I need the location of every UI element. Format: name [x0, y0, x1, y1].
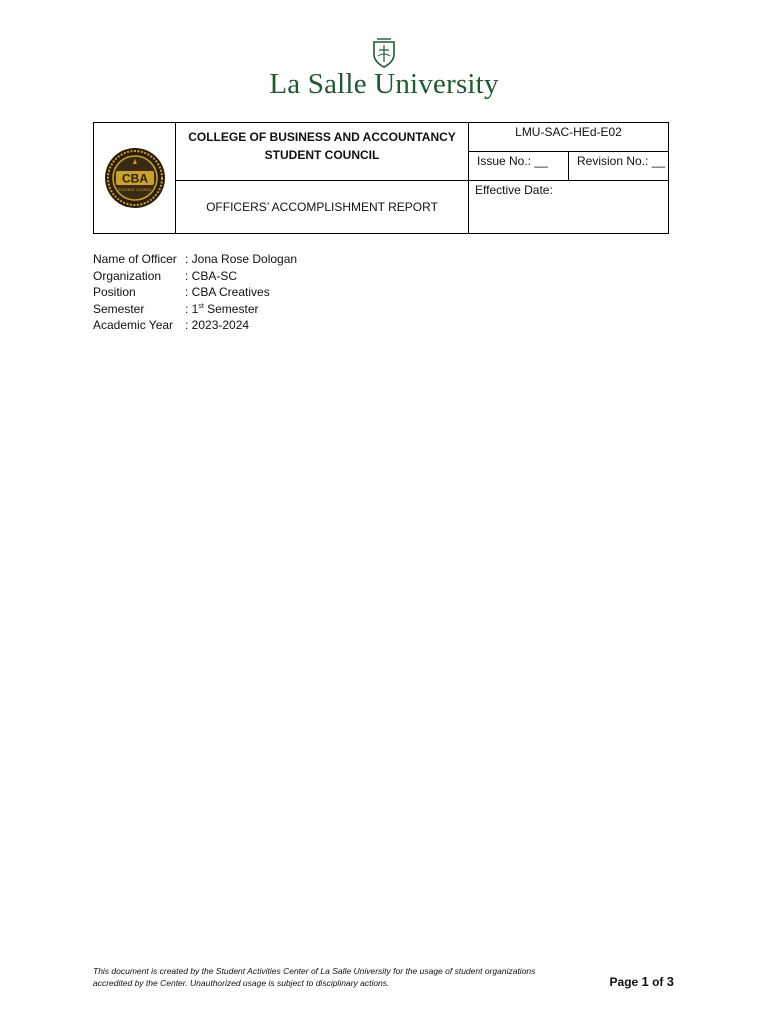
organization-label: Organization — [93, 268, 162, 283]
page-number — [610, 974, 674, 989]
seal-subtext: STUDENT COUNCIL — [117, 188, 152, 192]
semester-superscript: st — [198, 302, 204, 310]
organization-row — [93, 268, 297, 285]
officer-name-row — [93, 251, 297, 268]
college-line-2: STUDENT COUNCIL — [264, 148, 380, 162]
semester-label: Semester — [93, 301, 145, 316]
page-of: of — [648, 975, 667, 989]
page-current: 1 — [641, 974, 649, 989]
report-title-cell: OFFICERS’ ACCOMPLISHMENT REPORT — [176, 181, 469, 234]
doc-code-cell: LMU-SAC-HEd-E02 — [469, 123, 669, 152]
position-row — [93, 284, 297, 301]
footer-disclaimer: This document is created by the Student Activities Center of La Salle University for the usage of student organizations accredited by the Center. Unauthorized usage is subject to disciplinary actions. — [93, 966, 536, 988]
revision-no-cell: Revision No.: __ — [569, 152, 669, 181]
position-value: : CBA Creatives — [185, 285, 270, 299]
officer-info — [93, 251, 297, 334]
seal-cell — [94, 123, 176, 234]
university-logo — [0, 36, 768, 101]
page-word: Page — [609, 975, 642, 989]
university-crest-icon — [371, 36, 397, 70]
academic-year-value: : 2023-2024 — [185, 318, 250, 332]
document-header-table — [93, 122, 669, 234]
semester-row — [93, 301, 297, 318]
semester-prefix: : 1 — [185, 301, 199, 316]
seal-text: CBA — [121, 171, 148, 186]
position-label: Position — [93, 285, 136, 299]
organization-value: : CBA-SC — [185, 268, 238, 283]
page-total: 3 — [666, 974, 674, 989]
officer-name-value: : Jona Rose Dologan — [185, 252, 298, 266]
college-line-1: COLLEGE OF BUSINESS AND ACCOUNTANCY — [188, 130, 456, 144]
academic-year-row — [93, 317, 297, 334]
cba-seal-icon — [104, 147, 166, 209]
officer-name-label: Name of Officer — [93, 252, 177, 266]
issue-no-cell: Issue No.: __ — [469, 152, 569, 181]
academic-year-label: Academic Year — [93, 318, 174, 332]
effective-date-cell: Effective Date: — [469, 181, 669, 234]
semester-value — [185, 301, 258, 318]
semester-suffix: Semester — [203, 301, 259, 316]
university-name: La Salle University — [269, 68, 499, 100]
college-name-cell — [176, 123, 469, 181]
